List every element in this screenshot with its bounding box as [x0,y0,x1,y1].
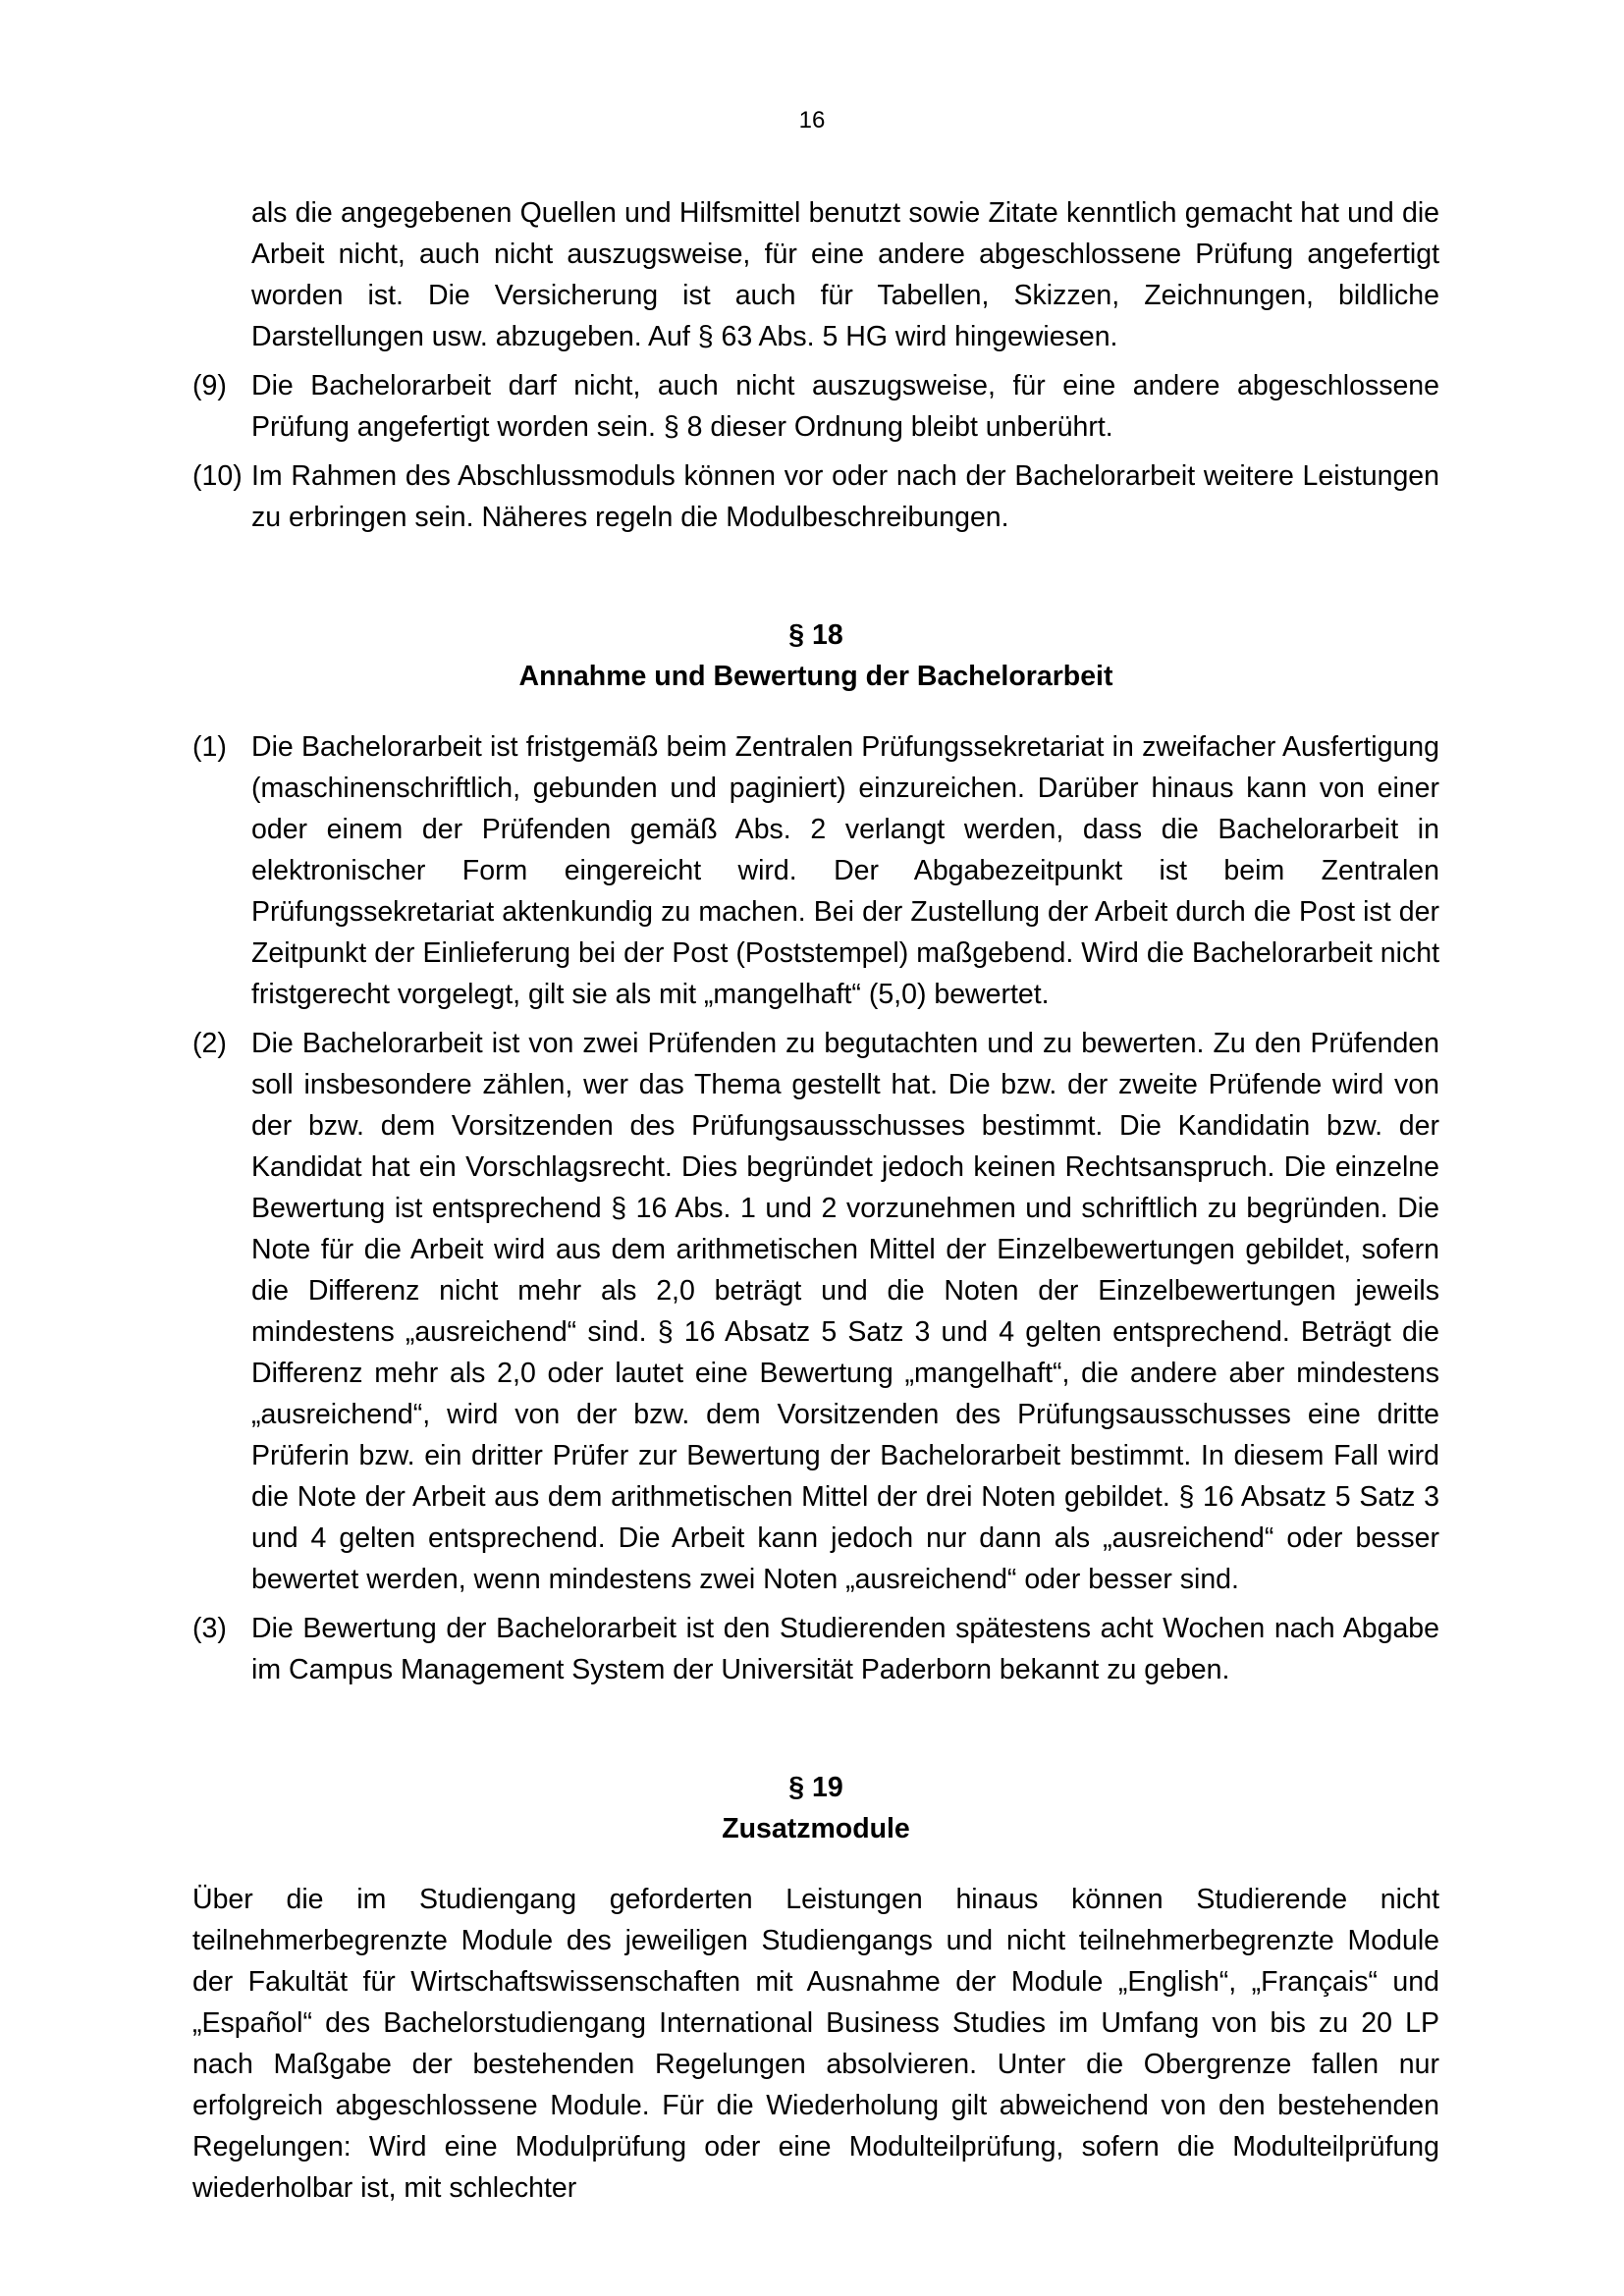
section19-number: § 19 [788,1772,843,1803]
section18-item-2 [192,1023,1439,1600]
section19-paragraph: Über die im Studiengang geforderten Leistungen hinaus können Studierende nicht teilnehmerbegrenzte Module des jeweiligen Studiengangs und nicht teilnehmerbegrenzte Module der Fakultät für Wirtschaftswissenschaften mit Ausnahme der Module „English“, „Français“ und „Español“ des Bachelorstudiengang International Business Studies im Umfang von bis zu 20 LP nach Maßgabe der bestehenden Regelungen absolvieren. Unter die Obergrenze fallen nur erfolgreich abgeschlossene Module. Für die Wiederholung gilt abweichend von den bestehenden Regelungen: Wird eine Modulprüfung oder eine Modulteilprüfung, sofern die Modulteilprüfung wiederholbar ist, mit schlechter [192,1884,1439,2204]
item-text: Die Bachelorarbeit darf nicht, auch nicht auszugsweise, für eine andere abgeschlossene Prüfung angefertigt worden sein. § 8 dieser Ordnung bleibt unberührt. [251,370,1439,443]
item-number: (1) [192,731,227,763]
section17-item-9 [192,365,1439,448]
item-number: (9) [192,370,227,401]
page-content [192,192,1439,2216]
item-text: Die Bachelorarbeit ist von zwei Prüfenden zu begutachten und zu bewerten. Zu den Prüfenden soll insbesondere zählen, wer das Thema gestellt hat. Die bzw. der zweite Prüfende wird von der bzw. dem Vorsitzenden des Prüfungsausschusses bestimmt. Die Kandidatin bzw. der Kandidat hat ein Vorschlagsrecht. Dies begründet jedoch keinen Rechtsanspruch. Die einzelne Bewertung ist entsprechend § 16 Abs. 1 und 2 vorzunehmen und schriftlich zu begründen. Die Note für die Arbeit wird aus dem arithmetischen Mittel der Einzelbewertungen gebildet, sofern die Differenz nicht mehr als 2,0 beträgt und die Noten der Einzelbewertungen jeweils mindestens „ausreichend“ sind. § 16 Absatz 5 Satz 3 und 4 gelten entsprechend. Beträgt die Differenz mehr als 2,0 oder lautet eine Bewertung „mangelhaft“, die andere aber mindestens „ausreichend“, wird von der bzw. dem Vorsitzenden des Prüfungsausschusses eine dritte Prüferin bzw. ein dritter Prüfer zur Bewertung der Bachelorarbeit bestimmt. In diesem Fall wird die Note der Arbeit aus dem arithmetischen Mittel der drei Noten gebildet. § 16 Absatz 5 Satz 3 und 4 gelten entsprechend. Die Arbeit kann jedoch nur dann als „ausreichend“ oder besser bewertet werden, wenn mindestens zwei Noten „ausreichend“ oder besser sind. [251,1028,1439,1595]
item-text: Die Bewertung der Bachelorarbeit ist den Studierenden spätestens acht Wochen nach Abgabe im Campus Management System der Universität Paderborn bekannt zu geben. [251,1613,1439,1685]
item-number: (10) [192,460,243,492]
item-text: Im Rahmen des Abschlussmoduls können vor oder nach der Bachelorarbeit weitere Leistungen zu erbringen sein. Näheres regeln die Modulbeschreibungen. [251,460,1439,533]
section18-item-1 [192,726,1439,1015]
item-text: Die Bachelorarbeit ist fristgemäß beim Zentralen Prüfungssekretariat in zweifacher Ausfertigung (maschinenschriftlich, gebunden und paginiert) einzureichen. Darüber hinaus kann von einer oder einem der Prüfenden gemäß Abs. 2 verlangt werden, dass die Bachelorarbeit in elektronischer Form eingereicht wird. Der Abgabezeitpunkt ist beim Zentralen Prüfungssekretariat aktenkundig zu machen. Bei der Zustellung der Arbeit durch die Post ist der Zeitpunkt der Einlieferung bei der Post (Poststempel) maßgebend. Wird die Bachelorarbeit nicht fristgerecht vorgelegt, gilt sie als mit „mangelhaft“ (5,0) bewertet. [251,731,1439,1010]
section18-number: § 18 [788,619,843,651]
section19-title: Zusatzmodule [722,1813,910,1844]
section18-item-3 [192,1608,1439,1690]
page-number: 16 [798,107,826,133]
section18-title: Annahme und Bewertung der Bachelorarbeit [518,661,1113,692]
intro-paragraph: als die angegebenen Quellen und Hilfsmittel benutzt sowie Zitate kenntlich gemacht hat und die Arbeit nicht, auch nicht auszugsweise, für eine andere abgeschlossene Prüfung angefertigt worden ist. Die Versicherung ist auch für Tabellen, Skizzen, Zeichnungen, bildliche Darstellungen usw. abzugeben. Auf § 63 Abs. 5 HG wird hingewiesen. [251,197,1439,352]
item-number: (2) [192,1028,227,1059]
item-number: (3) [192,1613,227,1644]
section17-item-10 [192,455,1439,538]
